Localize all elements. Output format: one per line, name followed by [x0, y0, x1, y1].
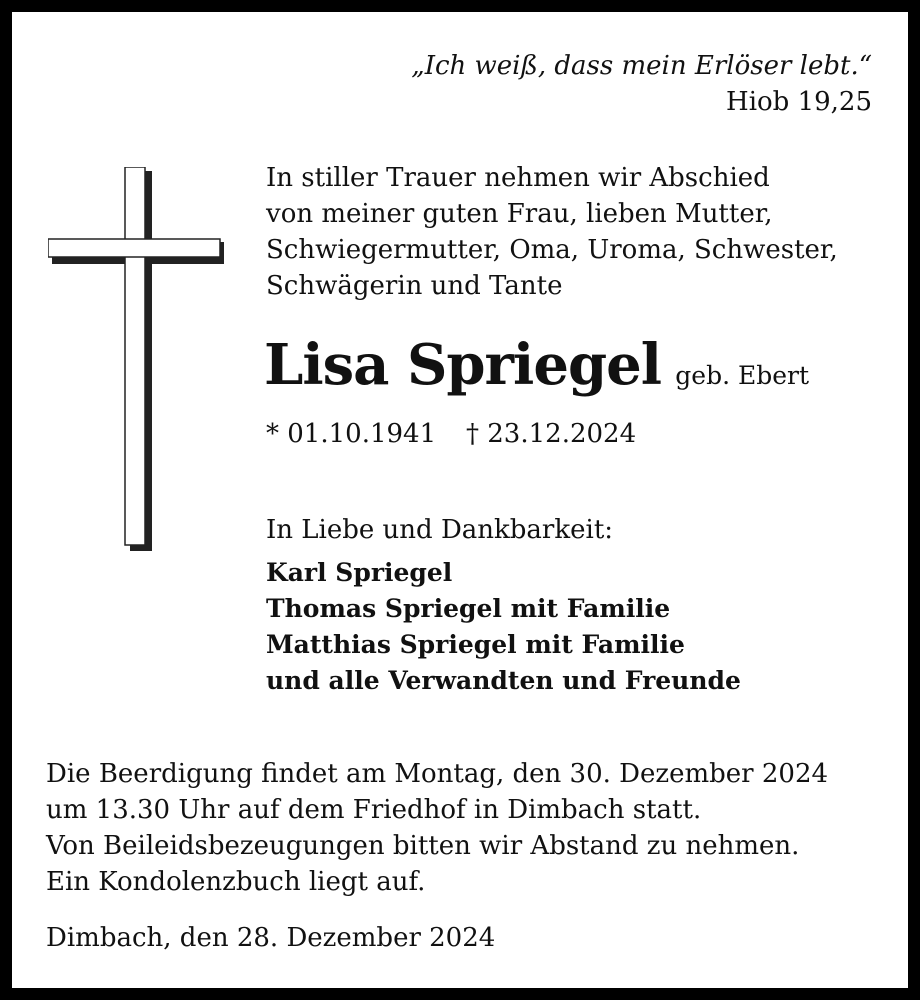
intro-line: Schwägerin und Tante	[266, 271, 563, 301]
place-date: Dimbach, den 28. Dezember 2024	[46, 923, 496, 953]
mourners-heading: In Liebe und Dankbarkeit:	[266, 515, 614, 545]
birth-date: * 01.10.1941	[266, 419, 437, 449]
deceased-name: Lisa Spriegel	[264, 332, 662, 398]
intro-line: In stiller Trauer nehmen wir Abschied	[266, 163, 770, 193]
mourner: Karl Spriegel	[266, 558, 453, 587]
notice-sheet	[12, 12, 908, 988]
funeral-line: um 13.30 Uhr auf dem Friedhof in Dimbach statt.	[46, 795, 702, 825]
intro-line: Schwiegermutter, Oma, Uroma, Schwester,	[266, 235, 838, 265]
mourner: Thomas Spriegel mit Familie	[266, 594, 671, 623]
mourners-list	[266, 555, 741, 699]
funeral-info	[46, 756, 828, 900]
cross-icon	[48, 167, 228, 552]
funeral-line: Ein Kondolenzbuch liegt auf.	[46, 867, 426, 897]
mourner: und alle Verwandten und Freunde	[266, 666, 741, 695]
deceased-name-line	[264, 330, 809, 411]
death-date: † 23.12.2024	[466, 419, 637, 449]
intro-text	[266, 160, 838, 304]
quote-source: Hiob 19,25	[726, 87, 872, 117]
bible-quote: „Ich weiß, dass mein Erlöser lebt.“	[411, 51, 872, 81]
intro-line: von meiner guten Frau, lieben Mutter,	[266, 199, 773, 229]
mourner: Matthias Spriegel mit Familie	[266, 630, 685, 659]
funeral-line: Von Beileidsbezeugungen bitten wir Abstand zu nehmen.	[46, 831, 800, 861]
funeral-line: Die Beerdigung findet am Montag, den 30. Dezember 2024	[46, 759, 829, 789]
maiden-name: geb. Ebert	[675, 361, 810, 390]
